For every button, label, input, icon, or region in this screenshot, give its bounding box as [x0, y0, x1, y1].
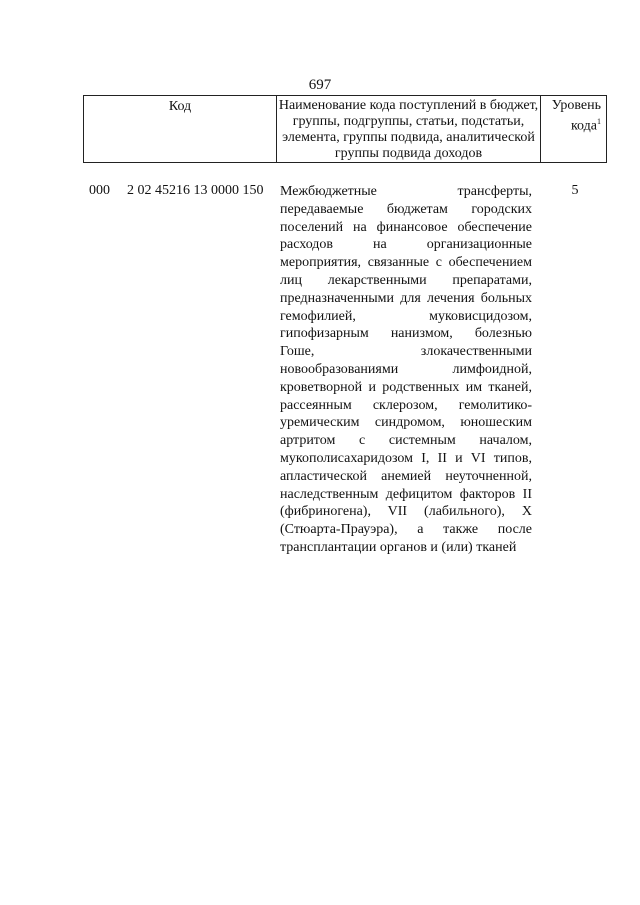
row-code-level: 5 — [571, 183, 579, 198]
row-income-name: Межбюджетные трансферты, передаваемые бюджетам городских поселений на финансовое обеспечение расходов на организационные мероприятия, связанные с обеспечением лиц лекарственными препаратами, предназначенными для лечения больных гемофилией, муковисцидозом, гипофизарным нанизмом, болезнью Гоше, злокачественными новообразованиями лимфоидной, кроветворной и родственных им тканей, рассеянным склерозом, гемолитико-уремическим синдромом, юношеским артритом с системным началом, мукополисахаридозом I, II и VI типов, апластической анемией неуточненной, наследственным дефицитом факторов II (фибриногена), VII (лабильного), X (Стюарта-Прауэра), а также после трансплантации органов и (или) тканей — [280, 184, 532, 555]
header-code-label: Код — [168, 99, 192, 114]
header-level-footnote: 1 — [597, 117, 601, 126]
row-income-code: 2 02 45216 13 0000 150 — [127, 183, 264, 198]
header-name-cell — [277, 96, 541, 162]
header-name-label: Наименование кода поступлений в бюджет, группы, подгруппы, статьи, подстатьи, элемента, группы подвида, аналитической группы подвида доходов — [278, 98, 539, 161]
header-level-label: Уровень кода — [551, 98, 601, 134]
header-level-cell — [541, 96, 606, 162]
page-number: 697 — [308, 77, 332, 93]
header-code-cell — [84, 96, 277, 162]
table-header — [83, 95, 607, 163]
row-admin-code: 000 — [89, 183, 110, 198]
